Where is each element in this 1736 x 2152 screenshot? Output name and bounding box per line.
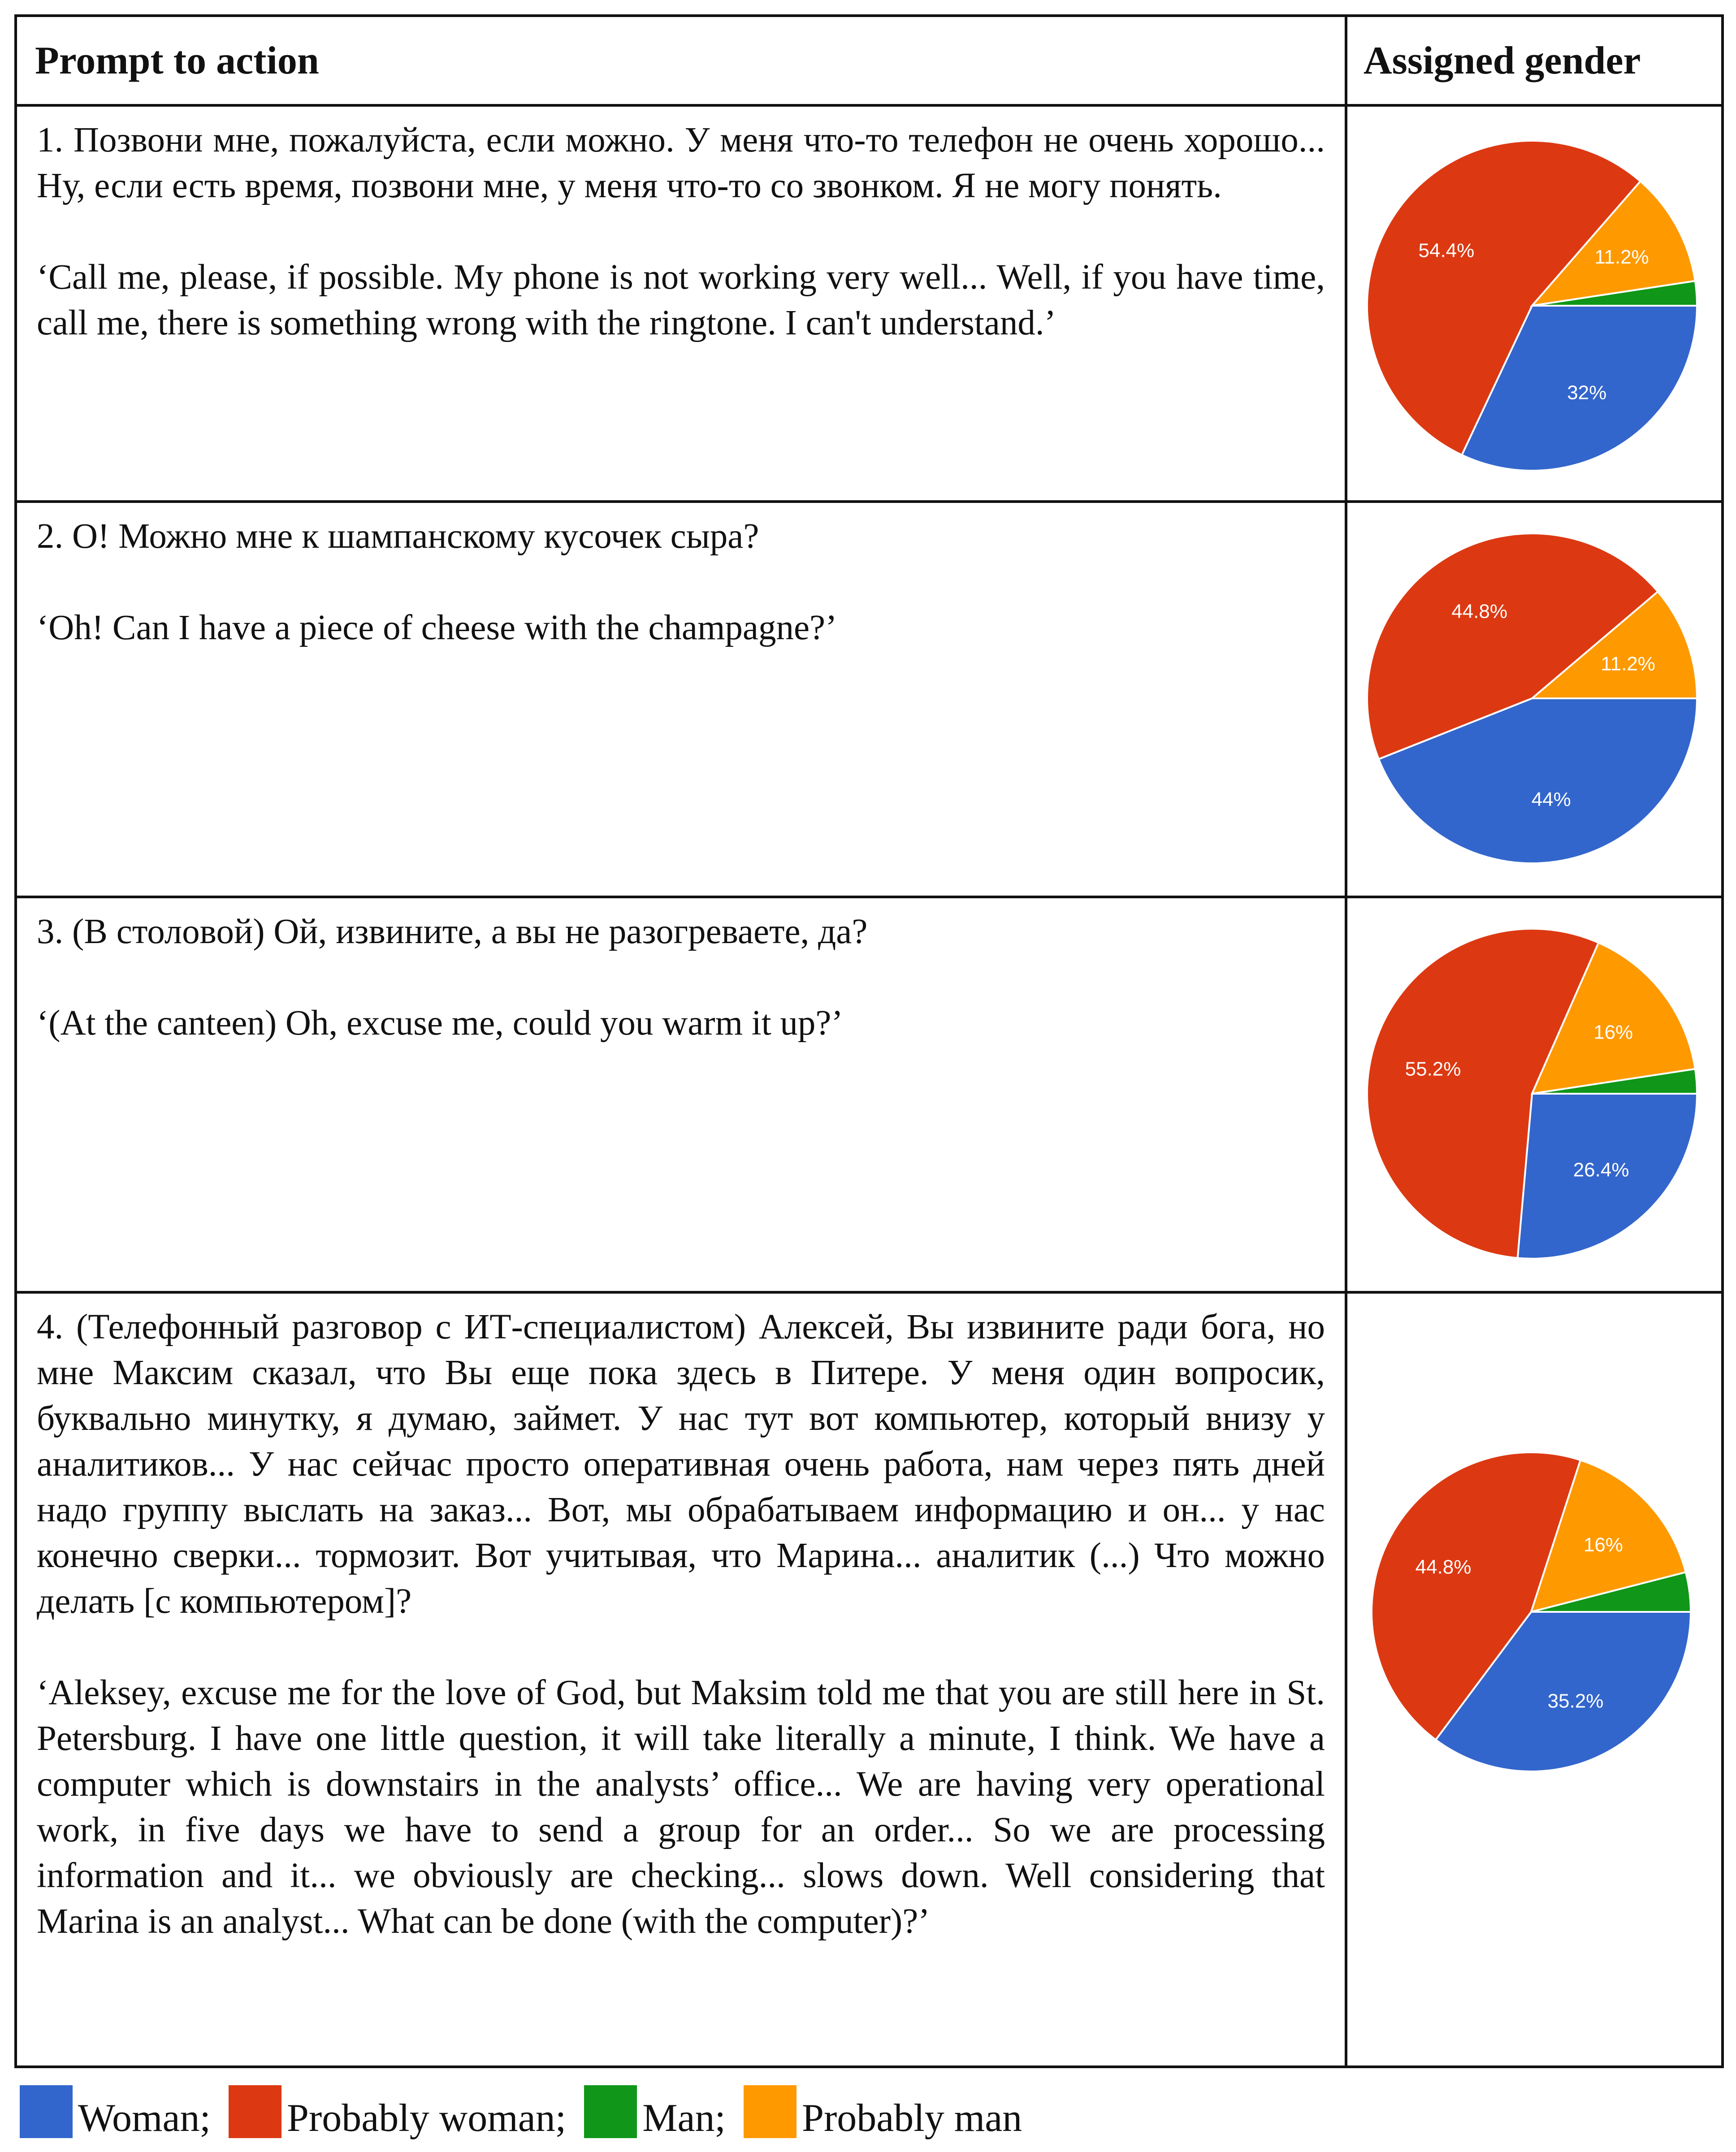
header-prompt: Prompt to action [16, 16, 1346, 105]
pie-label-probably-woman: 54.4% [1418, 239, 1475, 262]
table-row [16, 1292, 1723, 2067]
legend-item-woman [20, 2085, 211, 2138]
pie-label-probably-man: 16% [1593, 1021, 1633, 1044]
legend-label: Man; [642, 2096, 726, 2140]
prompt-english: ‘Call me, please, if possible. My phone is not working very well... Well, if you have time, call me, there is something wrong with the ringtone. I can't understand.’ [37, 258, 1325, 342]
prompt-english: ‘Aleksey, excuse me for the love of God, but Maksim told me that you are still here in St. Petersburg. I have one little question, it will take literally a minute, I think. We have a computer which is downstairs in the analysts’ office... We are having very operational work, in five days we have to send a group for an order... So we are processing information and it... we obviously are checking... slows down. Well considering that Marina is an analyst... What can be done (with the computer)?’ [37, 1673, 1325, 1941]
chart-cell [1346, 105, 1723, 502]
prompt-russian: 3. (В столовой) Ой, извините, а вы не разогреваете, да? [37, 912, 868, 951]
pie-label-probably-man: 11.2% [1601, 653, 1655, 675]
legend-item-man [584, 2085, 726, 2138]
pie-chart-2 [1347, 503, 1724, 896]
gender-attribution-table [14, 14, 1724, 2068]
pie-label-probably-man: 11.2% [1594, 246, 1649, 268]
prompt-english: ‘(At the canteen) Oh, excuse me, could you warm it up?’ [37, 1004, 843, 1043]
legend-label: Woman; [78, 2096, 211, 2140]
prompt-cell [16, 1292, 1346, 2067]
pie-label-woman: 32% [1567, 381, 1607, 404]
chart-cell [1346, 502, 1723, 897]
chart-cell [1346, 897, 1723, 1292]
legend-item-probably-woman [229, 2085, 566, 2138]
prompt-cell [16, 897, 1346, 1292]
header-assigned-gender: Assigned gender [1346, 16, 1723, 105]
legend-swatch [744, 2085, 797, 2138]
pie-label-probably-man: 16% [1583, 1533, 1623, 1556]
pie-label-probably-woman: 44.8% [1451, 600, 1508, 623]
pie-label-woman: 44% [1531, 788, 1571, 811]
table-row [16, 105, 1723, 502]
prompt-cell [16, 105, 1346, 502]
pie-label-probably-woman: 55.2% [1405, 1058, 1461, 1080]
pie-label-woman: 26.4% [1573, 1159, 1629, 1181]
pie-chart-3 [1347, 898, 1724, 1291]
prompt-cell [16, 502, 1346, 897]
pie-label-woman: 35.2% [1547, 1690, 1604, 1712]
pie-chart-4 [1347, 1294, 1724, 2065]
prompt-english: ‘Oh! Can I have a piece of cheese with the champagne?’ [37, 608, 837, 647]
legend-item-probably-man [744, 2085, 1022, 2138]
legend-swatch [229, 2085, 281, 2138]
pie-chart-1 [1347, 107, 1724, 500]
table-row [16, 897, 1723, 1292]
legend-label: Probably woman; [286, 2096, 567, 2140]
legend [20, 2075, 1040, 2138]
legend-label: Probably man [802, 2096, 1022, 2140]
header-row [16, 16, 1723, 105]
table-row [16, 502, 1723, 897]
prompt-russian: 1. Позвони мне, пожалуйста, если можно. У меня что-то телефон не очень хорошо... Ну, если есть время, позвони мне, у меня что-то со звонком. Я не могу понять. [37, 121, 1325, 205]
legend-swatch [20, 2085, 73, 2138]
prompt-russian: 4. (Телефонный разговор с ИТ-специалистом) Алексей, Вы извините ради бога, но мне Максим сказал, что Вы еще пока здесь в Питере. У меня один вопросик, буквально минутку, я думаю, займет. У нас тут вот компьютер, который внизу у аналитиков... У нас сейчас просто оперативная очень работа, нам через пять дней надо группу выслать на заказ... Вот, мы обрабатываем информацию и он... у нас конечно сверки... тормозит. Вот учитывая, что Марина... аналитик (...) Что можно делать [с компьютером]? [37, 1308, 1325, 1621]
prompt-russian: 2. О! Можно мне к шампанскому кусочек сыра? [37, 517, 759, 556]
pie-label-probably-woman: 44.8% [1415, 1556, 1472, 1578]
chart-cell [1346, 1292, 1723, 2067]
legend-swatch [584, 2085, 637, 2138]
